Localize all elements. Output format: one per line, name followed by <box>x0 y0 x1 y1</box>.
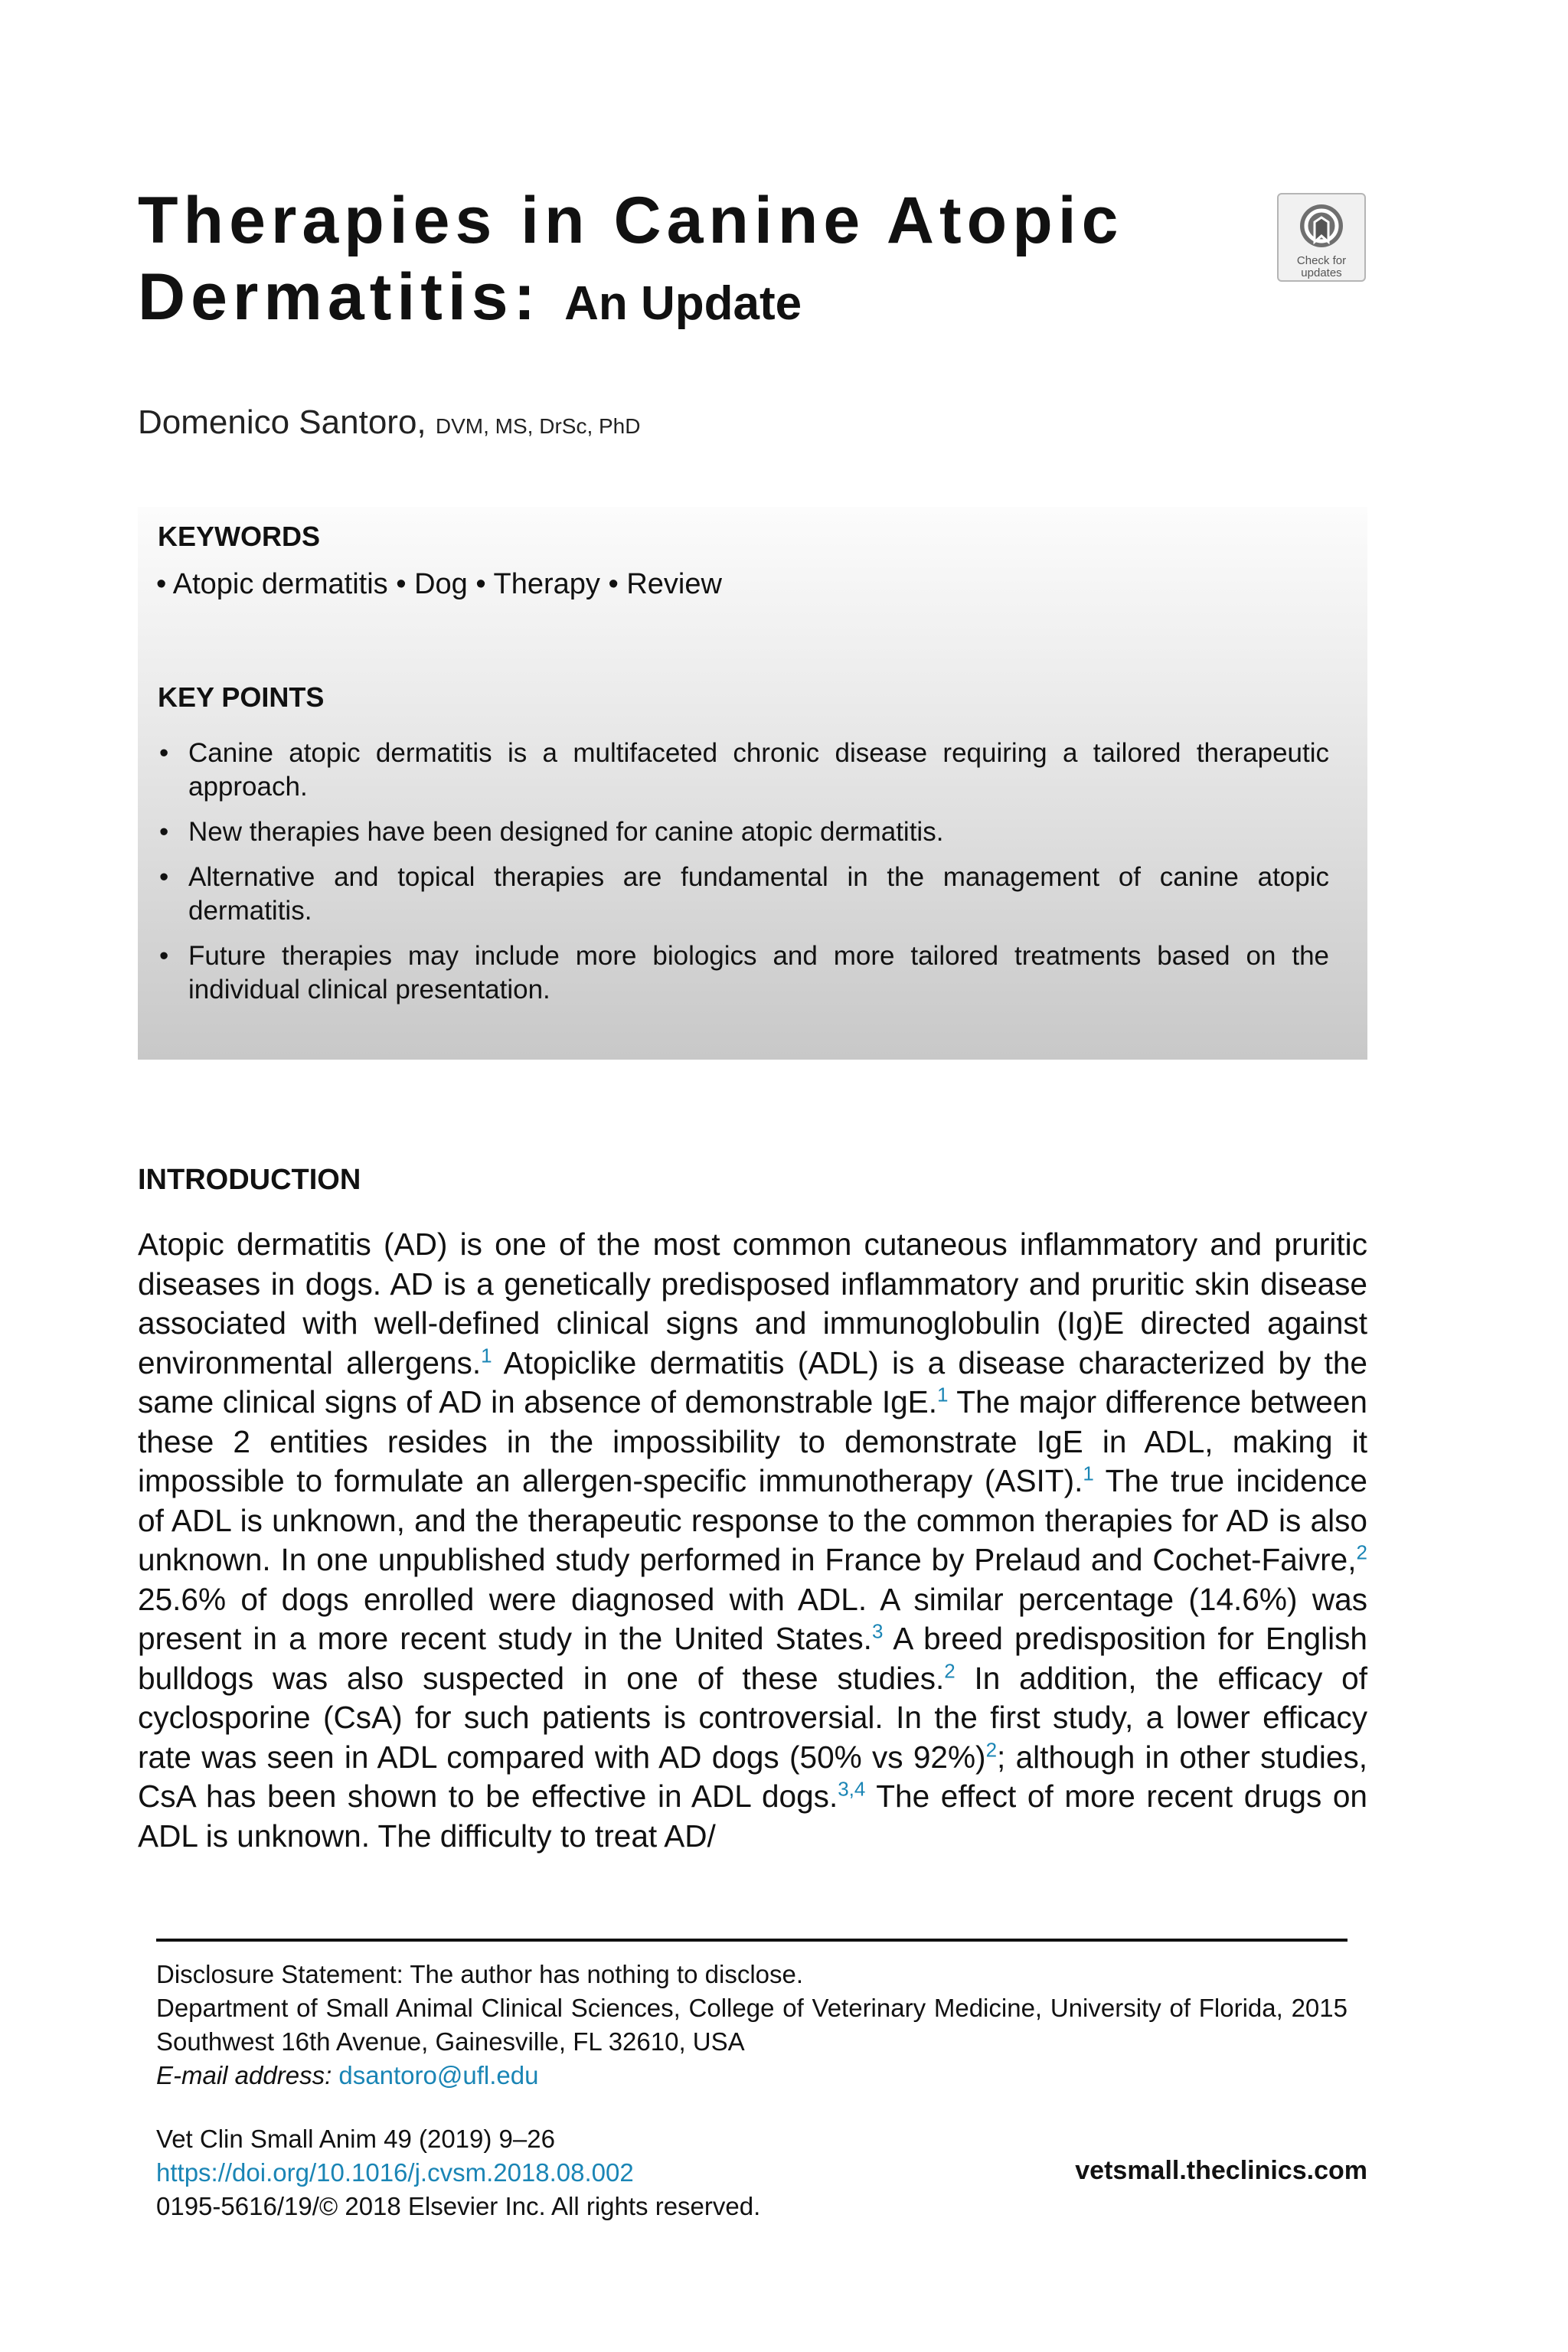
intro-text: The effect of more recent drugs on ADL is unknown. The difficulty to treat AD/ <box>138 1779 1367 1854</box>
copyright-line: 0195-5616/19/© 2018 Elsevier Inc. All rights reserved. <box>156 2192 761 2220</box>
title-line-1: Therapies in Canine Atopic <box>138 184 1124 257</box>
keywords-heading: KEYWORDS <box>158 521 321 552</box>
intro-text: The true incidence of ADL is unknown, and the therapeutic response to the common therapies for AD is also unknown. In one unpublished study performed in France by Prelaud and Cochet-Faivre, <box>138 1463 1367 1577</box>
key-points-list <box>159 737 1329 1018</box>
journal-info <box>156 2122 760 2223</box>
email-line <box>156 2059 1348 2092</box>
citation-ref[interactable]: 3 <box>871 1619 884 1643</box>
citation-ref[interactable]: 1 <box>1083 1462 1094 1485</box>
intro-text: The major difference between these 2 entities resides in the impossibility to demonstrate IgE in ADL, making it impossible to formulate an allergen-specific immunotherapy (ASIT). <box>138 1384 1367 1498</box>
citation-ref[interactable]: 1 <box>481 1343 492 1367</box>
journal-website[interactable]: vetsmall.theclinics.com <box>1075 2156 1367 2185</box>
disclosure-statement: Disclosure Statement: The author has nothing to disclose. <box>156 1960 804 1988</box>
key-point-item: • Future therapies may include more biologics and more tailored treatments based on the individual clinical presentation. <box>159 939 1329 1007</box>
badge-line-1: Check for <box>1296 254 1347 267</box>
key-point-item: • New therapies have been designed for canine atopic dermatitis. <box>159 815 1329 849</box>
intro-text: In addition, the efficacy of cyclosporine (CsA) for such patients is controversial. In the first study, a lower efficacy rate was seen in ADL compared with AD dogs (50% vs 92%) <box>138 1660 1367 1775</box>
intro-text: A breed predisposition for English bulldogs was also suspected in one of these studies. <box>138 1621 1367 1696</box>
intro-text: ; although in other studies, CsA has been shown to be effective in ADL dogs. <box>138 1739 1368 1814</box>
key-points-heading: KEY POINTS <box>158 681 325 713</box>
footnotes <box>156 1958 1348 2092</box>
journal-citation: Vet Clin Small Anim 49 (2019) 9–26 <box>156 2125 555 2153</box>
citation-ref[interactable]: 2 <box>1356 1540 1367 1564</box>
author-name: Domenico Santoro, <box>138 403 426 441</box>
introduction-heading: INTRODUCTION <box>138 1164 361 1196</box>
key-point-item: • Canine atopic dermatitis is a multifaceted chronic disease requiring a tailored therapeutic approach. <box>159 737 1329 804</box>
badge-label <box>1279 255 1364 279</box>
citation-ref[interactable]: 3,4 <box>838 1777 866 1801</box>
citation-ref[interactable]: 2 <box>944 1658 956 1682</box>
keywords-box <box>138 507 1367 1060</box>
article-title <box>138 182 1164 342</box>
citation-ref[interactable]: 2 <box>985 1737 998 1761</box>
key-points-section <box>158 681 324 714</box>
intro-text: Atopic dermatitis (AD) is one of the most common cutaneous inflammatory and pruritic diseases in dogs. AD is a genetically predisposed inflammatory and pruritic skin disease associated with well-defined clinical signs and immunoglobulin (Ig)E directed against environmental allergens. <box>138 1227 1367 1380</box>
keywords-list: • Atopic dermatitis • Dog • Therapy • Review <box>156 568 722 600</box>
citation-ref[interactable]: 1 <box>937 1383 949 1406</box>
email-label: E-mail address: <box>156 2061 332 2089</box>
doi-link[interactable]: https://doi.org/10.1016/j.cvsm.2018.08.002 <box>156 2158 634 2187</box>
check-for-updates-badge[interactable] <box>1277 193 1366 282</box>
author-affiliation: Department of Small Animal Clinical Sciences, College of Veterinary Medicine, University of Florida, 2015 Southwest 16th Avenue, Gainesville, FL 32610, USA <box>156 1994 1348 2056</box>
article-subtitle: An Update <box>564 277 802 330</box>
email-link[interactable]: dsantoro@ufl.edu <box>338 2061 539 2089</box>
intro-text: 25.6% of dogs enrolled were diagnosed with ADL. A similar percentage (14.6%) was present in a more recent study in the United States. <box>138 1581 1367 1656</box>
introduction-paragraph <box>138 1225 1367 1856</box>
author-line <box>138 403 640 442</box>
badge-line-2: updates <box>1301 266 1342 279</box>
footnote-divider <box>156 1939 1348 1942</box>
intro-text: Atopiclike dermatitis (ADL) is a disease characterized by the same clinical signs of AD in absence of demonstrable IgE. <box>138 1344 1367 1419</box>
key-point-item: • Alternative and topical therapies are fundamental in the management of canine atopic dermatitis. <box>159 861 1329 928</box>
title-line-2: Dermatitis: <box>138 260 541 334</box>
keywords-section <box>158 521 320 553</box>
author-credentials: DVM, MS, DrSc, PhD <box>435 414 641 438</box>
check-for-updates-icon <box>1298 202 1345 250</box>
